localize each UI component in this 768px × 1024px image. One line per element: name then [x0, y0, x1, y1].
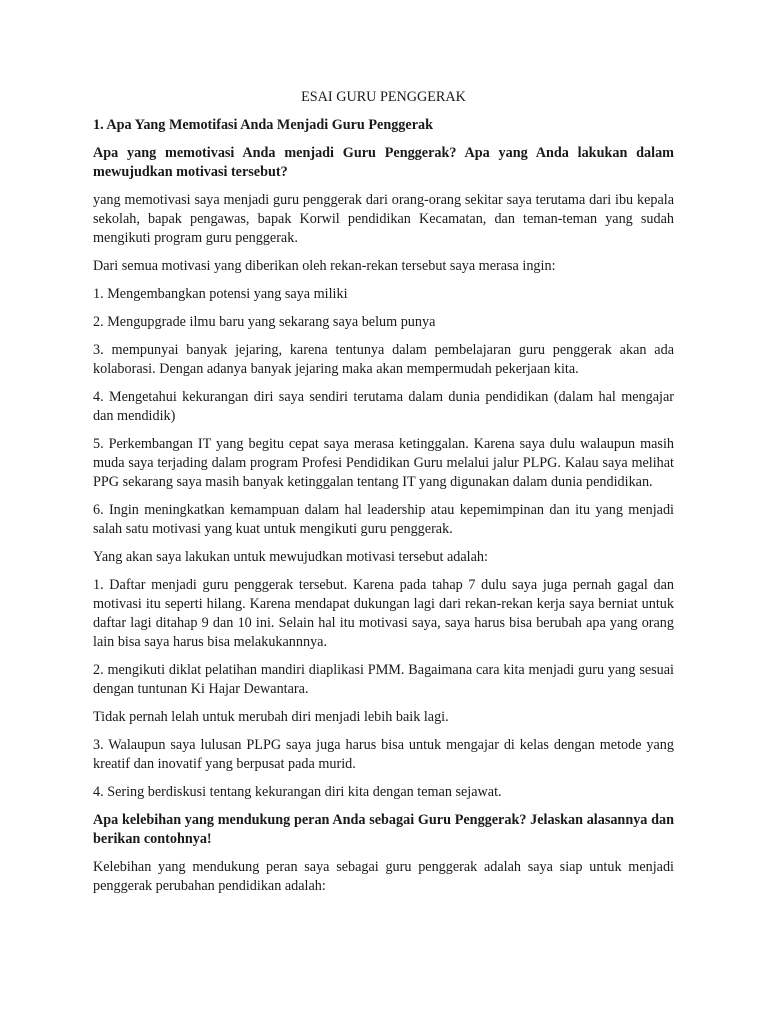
- paragraph: Yang akan saya lakukan untuk mewujudkan motivasi tersebut adalah:: [93, 549, 488, 565]
- section-heading: 1. Apa Yang Memotifasi Anda Menjadi Guru Penggerak: [93, 117, 433, 133]
- paragraph: Tidak pernah lelah untuk merubah diri menjadi lebih baik lagi.: [93, 709, 449, 725]
- list-item: 2. mengikuti diklat pelatihan mandiri diaplikasi PMM. Bagaimana cara kita menjadi guru yang sesuai dengan tuntunan Ki Hajar Dewantara.: [93, 662, 674, 697]
- document-title: ESAI GURU PENGGERAK: [301, 89, 466, 105]
- list-item: 3. mempunyai banyak jejaring, karena tentunya dalam pembelajaran guru penggerak akan ada kolaborasi. Dengan adanya banyak jejaring maka akan mempermudah pekerjaan kita.: [93, 342, 674, 377]
- list-item: 1. Mengembangkan potensi yang saya miliki: [93, 286, 348, 302]
- list-item: 3. Walaupun saya lulusan PLPG saya juga harus bisa untuk mengajar di kelas dengan metode yang kreatif dan inovatif yang berpusat pada murid.: [93, 737, 674, 772]
- list-item: 6. Ingin meningkatkan kemampuan dalam hal leadership atau kepemimpinan dan itu yang menjadi salah satu motivasi yang kuat untuk mengikuti guru penggerak.: [93, 502, 674, 537]
- paragraph: Dari semua motivasi yang diberikan oleh rekan-rekan tersebut saya merasa ingin:: [93, 258, 556, 274]
- question-heading: Apa yang memotivasi Anda menjadi Guru Penggerak? Apa yang Anda lakukan dalam mewujudkan motivasi tersebut?: [93, 145, 674, 180]
- list-item: 4. Mengetahui kekurangan diri saya sendiri terutama dalam dunia pendidikan (dalam hal mengajar dan mendidik): [93, 389, 674, 424]
- list-item: 2. Mengupgrade ilmu baru yang sekarang saya belum punya: [93, 314, 436, 330]
- paragraph: Kelebihan yang mendukung peran saya sebagai guru penggerak adalah saya siap untuk menjadi penggerak perubahan pendidikan adalah:: [93, 859, 674, 894]
- list-item: 1. Daftar menjadi guru penggerak tersebut. Karena pada tahap 7 dulu saya juga pernah gagal dan motivasi itu seperti hilang. Karena mendapat dukungan lagi dari rekan-rekan kerja saya berniat untuk daftar lagi ditahap 9 dan 10 ini. Selain hal itu motivasi saya, saya harus bisa berubah apa yang orang lain bisa saya harus bisa melakukannnya.: [93, 577, 674, 650]
- list-item: 4. Sering berdiskusi tentang kekurangan diri kita dengan teman sejawat.: [93, 784, 502, 800]
- question-heading: Apa kelebihan yang mendukung peran Anda sebagai Guru Penggerak? Jelaskan alasannya dan berikan contohnya!: [93, 812, 674, 847]
- list-item: 5. Perkembangan IT yang begitu cepat saya merasa ketinggalan. Karena saya dulu walaupun masih muda saya terjading dalam program Profesi Pendidikan Guru melalui jalur PLPG. Kalau saya melihat PPG sekarang saya masih banyak ketinggalan tentang IT yang digunakan dalam dunia pendidikan.: [93, 436, 674, 490]
- paragraph: yang memotivasi saya menjadi guru penggerak dari orang-orang sekitar saya terutama dari ibu kepala sekolah, bapak pengawas, bapak Korwil pendidikan Kecamatan, dan teman-teman yang sudah mengikuti program guru penggerak.: [93, 192, 674, 246]
- document-page: [93, 88, 674, 905]
